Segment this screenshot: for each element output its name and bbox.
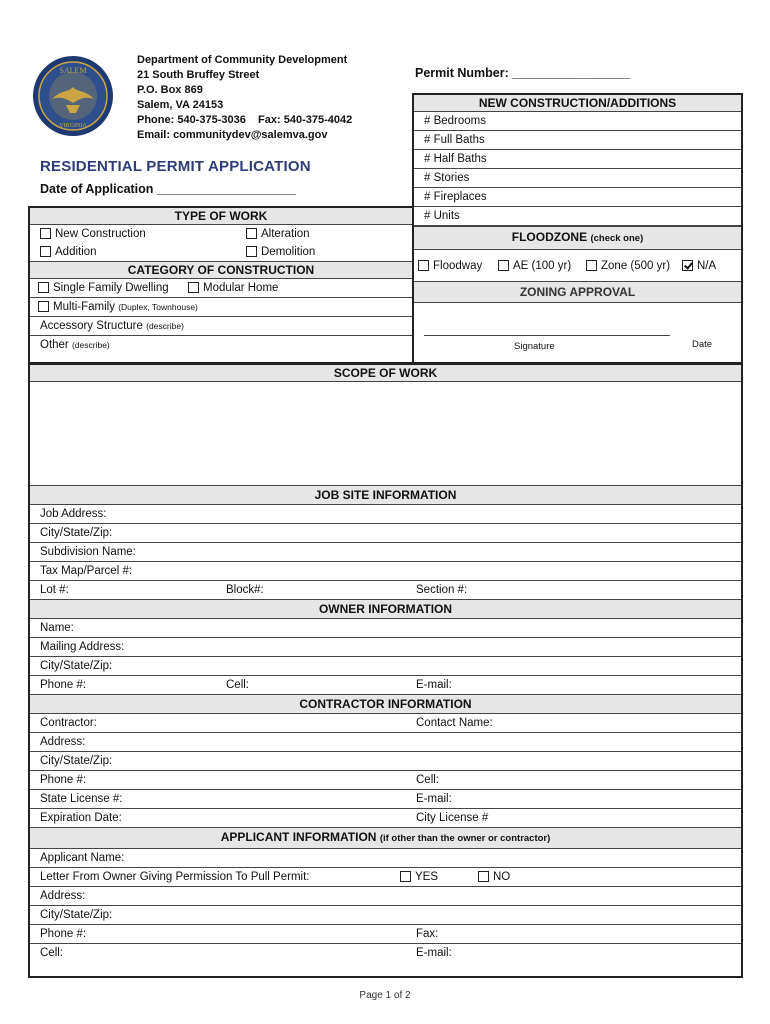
- alteration-checkbox[interactable]: [246, 228, 257, 239]
- contact-name-field[interactable]: Contact Name:: [416, 717, 493, 729]
- type-of-work-heading: TYPE OF WORK: [30, 208, 412, 225]
- contractor-phone-field[interactable]: Phone #:: [40, 774, 87, 786]
- date-of-application-field[interactable]: Date of Application ____________________: [40, 182, 296, 196]
- department-header: [137, 53, 352, 143]
- signature-label: Signature: [514, 341, 555, 352]
- new-construction-box: [412, 93, 743, 364]
- applicant-city-state-zip-field[interactable]: City/State/Zip:: [30, 906, 741, 925]
- no-option[interactable]: [478, 868, 510, 887]
- expiration-date-field[interactable]: Expiration Date:: [40, 812, 122, 824]
- other-note: (describe): [71, 340, 110, 350]
- applicant-note: (if other than the owner or contractor): [379, 833, 551, 844]
- no-label: NO: [493, 871, 511, 883]
- zone-500-option[interactable]: [586, 250, 670, 282]
- new-construction-heading: NEW CONSTRUCTION/ADDITIONS: [414, 95, 741, 112]
- floodway-checkbox[interactable]: [418, 260, 429, 271]
- lot-block-section-row: [30, 581, 741, 600]
- modular-home-option[interactable]: [188, 279, 278, 298]
- page-number: Page 1 of 2: [359, 990, 411, 1001]
- no-checkbox[interactable]: [478, 871, 489, 882]
- dept-pobox: P.O. Box 869: [137, 84, 203, 96]
- applicant-title: APPLICANT INFORMATION: [220, 830, 377, 844]
- applicant-name-field[interactable]: Applicant Name:: [30, 849, 741, 868]
- modular-home-label: Modular Home: [203, 282, 279, 294]
- owner-heading: OWNER INFORMATION: [30, 600, 741, 619]
- tax-map-field[interactable]: Tax Map/Parcel #:: [30, 562, 741, 581]
- main-form-box: [28, 363, 743, 978]
- contractor-city-state-zip-field[interactable]: City/State/Zip:: [30, 752, 741, 771]
- fireplaces-field[interactable]: # Fireplaces: [414, 188, 741, 207]
- yes-label: YES: [415, 871, 439, 883]
- single-family-option[interactable]: [38, 282, 169, 294]
- demolition-option[interactable]: [246, 243, 315, 262]
- signature-line: [424, 335, 670, 336]
- demolition-checkbox[interactable]: [246, 246, 257, 257]
- owner-phone-row: [30, 676, 741, 695]
- owner-phone-field[interactable]: Phone #:: [40, 679, 87, 691]
- new-construction-option[interactable]: [40, 228, 146, 240]
- dept-email: Email: communitydev@salemva.gov: [137, 129, 328, 141]
- seal-text-top: SALEM: [59, 66, 87, 75]
- applicant-cell-row: [30, 944, 741, 963]
- owner-email-field[interactable]: E-mail:: [416, 679, 452, 691]
- zone-500-checkbox[interactable]: [586, 260, 597, 271]
- city-license-field[interactable]: City License #: [416, 812, 489, 824]
- single-family-checkbox[interactable]: [38, 282, 49, 293]
- contractor-expiration-row: [30, 809, 741, 828]
- applicant-phone-field[interactable]: Phone #:: [40, 928, 87, 940]
- owner-city-state-zip-field[interactable]: City/State/Zip:: [30, 657, 741, 676]
- contractor-phone-row: [30, 771, 741, 790]
- floodway-label: Floodway: [433, 260, 483, 272]
- contractor-email-field[interactable]: E-mail:: [416, 793, 452, 805]
- multi-family-option[interactable]: [38, 301, 198, 313]
- units-field[interactable]: # Units: [414, 207, 741, 226]
- applicant-heading: [30, 828, 741, 849]
- applicant-phone-row: [30, 925, 741, 944]
- seal-text-bottom: VIRGINIA: [59, 123, 87, 129]
- lot-field[interactable]: Lot #:: [40, 584, 69, 596]
- contractor-address-field[interactable]: Address:: [30, 733, 741, 752]
- yes-option[interactable]: [400, 868, 438, 887]
- owner-mailing-field[interactable]: Mailing Address:: [30, 638, 741, 657]
- na-checkbox-checked[interactable]: [682, 260, 693, 271]
- bedrooms-field[interactable]: # Bedrooms: [414, 112, 741, 131]
- ae-label: AE (100 yr): [513, 260, 572, 272]
- alteration-label: Alteration: [261, 228, 310, 240]
- applicant-email-field[interactable]: E-mail:: [416, 947, 452, 959]
- contractor-heading: CONTRACTOR INFORMATION: [30, 695, 741, 714]
- category-heading: CATEGORY OF CONSTRUCTION: [30, 262, 412, 279]
- other-field[interactable]: [30, 336, 412, 355]
- other-label: Other: [40, 339, 69, 351]
- contractor-field[interactable]: Contractor:: [40, 717, 97, 729]
- na-label: N/A: [697, 260, 717, 272]
- demolition-label: Demolition: [261, 246, 316, 258]
- accessory-label: Accessory Structure: [40, 320, 143, 332]
- zoning-signature-area[interactable]: [414, 303, 741, 353]
- date-label: Date: [692, 339, 713, 350]
- new-construction-label: New Construction: [55, 228, 146, 240]
- applicant-fax-field[interactable]: Fax:: [416, 928, 439, 940]
- dept-name: Department of Community Development: [137, 54, 348, 66]
- scope-heading: SCOPE OF WORK: [30, 365, 741, 382]
- contractor-row: [30, 714, 741, 733]
- type-category-box: [28, 206, 413, 364]
- zone-500-label: Zone (500 yr): [601, 260, 671, 272]
- ae-option[interactable]: [498, 250, 571, 282]
- modular-home-checkbox[interactable]: [188, 282, 199, 293]
- job-address-field[interactable]: Job Address:: [30, 505, 741, 524]
- state-license-field[interactable]: State License #:: [40, 793, 123, 805]
- yes-checkbox[interactable]: [400, 871, 411, 882]
- addition-checkbox[interactable]: [40, 246, 51, 257]
- half-baths-field[interactable]: # Half Baths: [414, 150, 741, 169]
- floodzone-note: (check one): [590, 233, 644, 244]
- accessory-note: (describe): [146, 321, 184, 331]
- addition-label: Addition: [55, 246, 97, 258]
- city-seal-logo: [32, 55, 114, 137]
- subdivision-field[interactable]: Subdivision Name:: [30, 543, 741, 562]
- block-field[interactable]: Block#:: [226, 584, 264, 596]
- accessory-structure-field[interactable]: [30, 317, 412, 336]
- ae-checkbox[interactable]: [498, 260, 509, 271]
- dept-phone-fax: Phone: 540-375-3036 Fax: 540-375-4042: [137, 114, 353, 126]
- multi-family-label: Multi-Family: [53, 301, 115, 313]
- applicant-address-field[interactable]: Address:: [30, 887, 741, 906]
- multi-family-note: (Duplex, Townhouse): [118, 302, 198, 312]
- zoning-heading: ZONING APPROVAL: [414, 282, 741, 303]
- job-city-state-zip-field[interactable]: City/State/Zip:: [30, 524, 741, 543]
- scope-of-work-field[interactable]: [30, 382, 741, 486]
- contractor-license-row: [30, 790, 741, 809]
- job-site-heading: JOB SITE INFORMATION: [30, 486, 741, 505]
- floodway-option[interactable]: [418, 260, 482, 272]
- page-title: RESIDENTIAL PERMIT APPLICATION: [40, 158, 311, 175]
- na-option[interactable]: [682, 250, 716, 282]
- new-construction-checkbox[interactable]: [40, 228, 51, 239]
- floodzone-heading: [414, 226, 741, 250]
- multi-family-checkbox[interactable]: [38, 301, 49, 312]
- addition-option[interactable]: [40, 246, 97, 258]
- floodzone-title: FLOODZONE: [511, 230, 588, 244]
- section-field[interactable]: Section #:: [416, 584, 468, 596]
- applicant-cell-field[interactable]: Cell:: [40, 947, 64, 959]
- permission-letter-row: [30, 868, 741, 887]
- single-family-label: Single Family Dwelling: [53, 282, 169, 294]
- owner-cell-field[interactable]: Cell:: [226, 679, 250, 691]
- permit-number-field[interactable]: Permit Number: _________________: [415, 66, 631, 80]
- owner-name-field[interactable]: Name:: [30, 619, 741, 638]
- dept-city: Salem, VA 24153: [137, 99, 224, 111]
- alteration-option[interactable]: [246, 225, 310, 243]
- full-baths-field[interactable]: # Full Baths: [414, 131, 741, 150]
- permission-letter-label: Letter From Owner Giving Permission To Pull Permit:: [40, 871, 310, 883]
- stories-field[interactable]: # Stories: [414, 169, 741, 188]
- dept-street: 21 South Bruffey Street: [137, 69, 260, 81]
- contractor-cell-field[interactable]: Cell:: [416, 774, 440, 786]
